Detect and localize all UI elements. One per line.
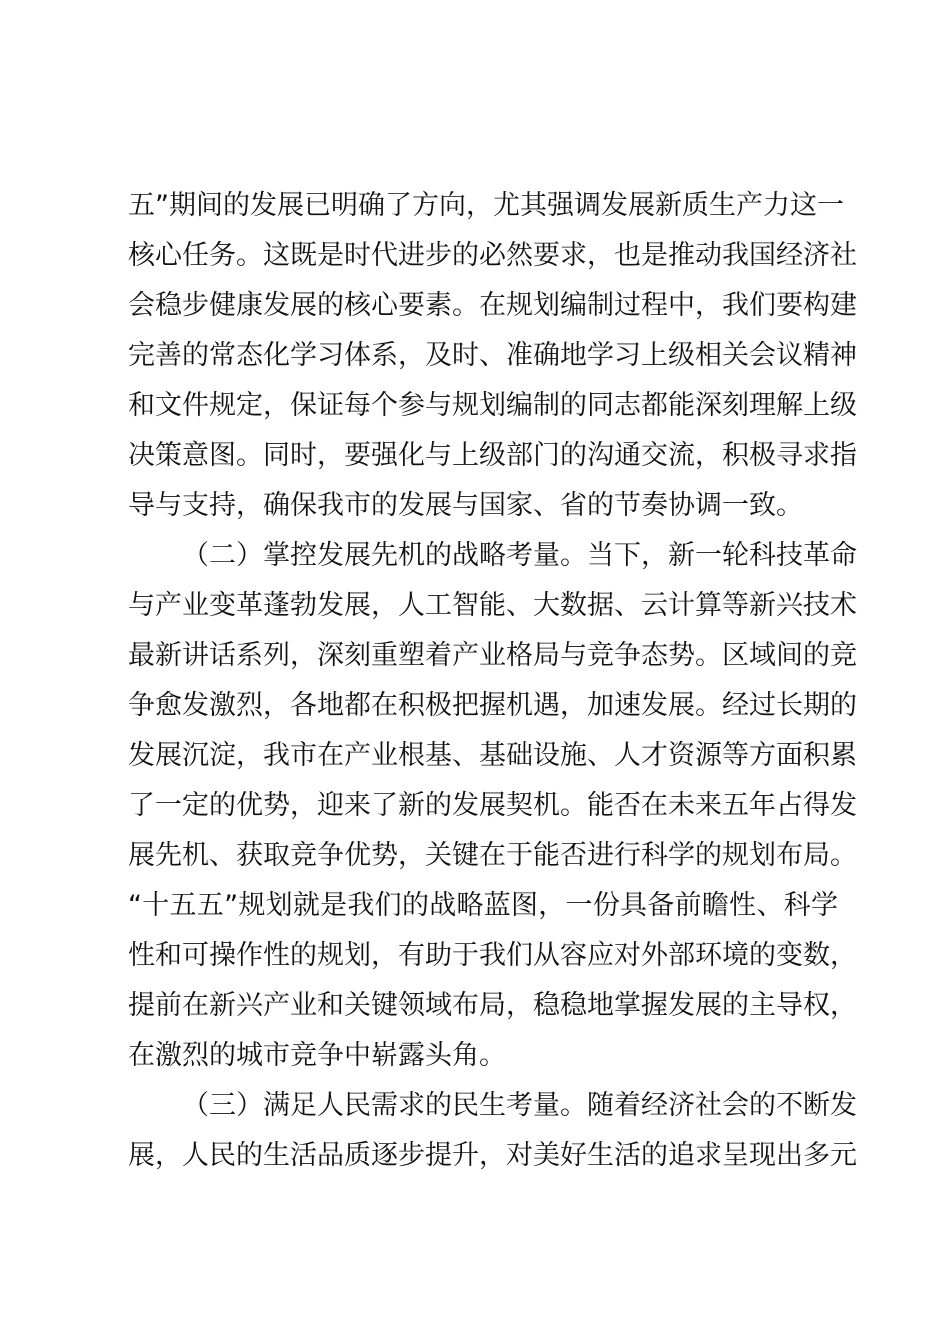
text-line: 了一定的优势，迎来了新的发展契机。能否在未来五年占得发 [128, 790, 857, 821]
text-line: 最新讲话系列，深刻重塑着产业格局与竞争态势。区域间的竞 [128, 640, 857, 671]
text-line: 核心任务。这既是时代进步的必然要求，也是推动我国经济社 [128, 240, 857, 271]
text-line: 会稳步健康发展的核心要素。在规划编制过程中，我们要构建 [128, 290, 857, 321]
text-line: 决策意图。同时，要强化与上级部门的沟通交流，积极寻求指 [128, 440, 857, 471]
text-line: 发展沉淀，我市在产业根基、基础设施、人才资源等方面积累 [128, 740, 857, 771]
text-line: “十五五”规划就是我们的战略蓝图，一份具备前瞻性、科学 [128, 890, 838, 921]
paragraph-2 [128, 531, 857, 1081]
text-line: 展先机、获取竞争优势，关键在于能否进行科学的规划布局。 [128, 840, 857, 871]
paragraph-1 [128, 181, 857, 531]
text-line: 五”期间的发展已明确了方向，尤其强调发展新质生产力这一 [128, 190, 844, 221]
text-line: 性和可操作性的规划，有助于我们从容应对外部环境的变数， [128, 940, 857, 971]
text-line: 在激烈的城市竞争中崭露头角。 [128, 1040, 506, 1071]
document-body [128, 181, 857, 1181]
text-line: （三）满足人民需求的民生考量。随着经济社会的不断发 [182, 1090, 857, 1121]
text-line: （二）掌控发展先机的战略考量。当下，新一轮科技革命 [182, 540, 857, 571]
text-line: 完善的常态化学习体系，及时、准确地学习上级相关会议精神 [128, 340, 857, 371]
text-line: 与产业变革蓬勃发展，人工智能、大数据、云计算等新兴技术 [128, 590, 857, 621]
paragraph-3 [128, 1081, 857, 1181]
text-line: 提前在新兴产业和关键领域布局，稳稳地掌握发展的主导权， [128, 990, 857, 1021]
text-line: 和文件规定，保证每个参与规划编制的同志都能深刻理解上级 [128, 390, 857, 421]
text-line: 争愈发激烈，各地都在积极把握机遇，加速发展。经过长期的 [128, 690, 857, 721]
text-line: 展，人民的生活品质逐步提升，对美好生活的追求呈现出多元 [128, 1140, 857, 1171]
text-line: 导与支持，确保我市的发展与国家、省的节奏协调一致。 [128, 490, 803, 521]
